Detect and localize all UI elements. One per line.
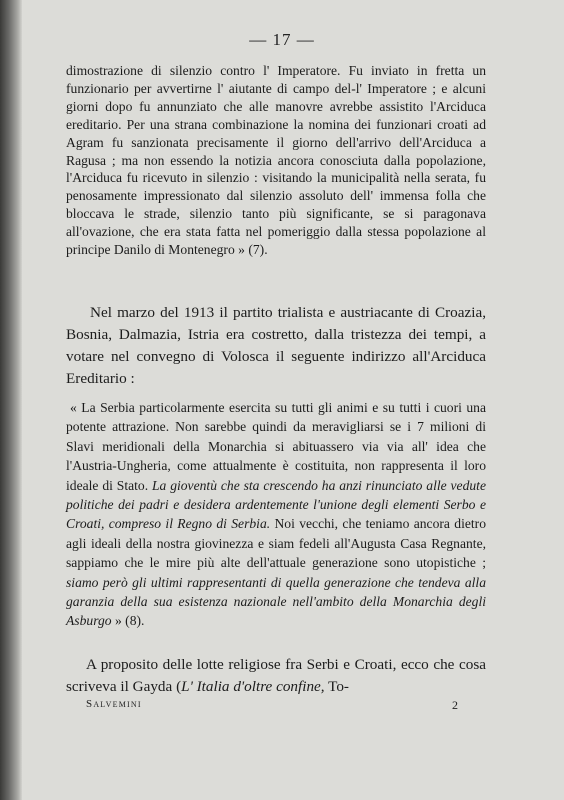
quote-text-1: « La Serbia particolarmente esercita su tutti gli animi e su tutti i cuori una potente attrazione. Non sarebbe quindi da meravigliarsi se i 7 milioni di Slavi meridionali della Monarchia si abituassero via via all' idea che l'Austria-Ungheria, come attualmente è costituita, non rappresenta il loro ideale di Stato. (66, 400, 486, 493)
quote-italic-1: La gioventù che sta crescendo ha anzi rinunciato alle vedute politiche dei padri e desidera ardentemente l'unione degli elementi Serbo e Croati, compreso il Regno di Serbia. (66, 477, 486, 532)
paragraph-3-text: A proposito delle lotte religiose fra Serbi e Croati, ecco che cosa scriveva il Gayda ( (66, 656, 486, 695)
quote-text-3: » (8). (111, 613, 145, 629)
footer-sheet-mark: 2 (452, 698, 458, 712)
quote-italic-2: siamo però gli ultimi rappresentanti di quella generazione che tendeva alla garanzia della sua esistenza nazionale nell'ambito della Monarchia degli Asburgo (66, 574, 486, 629)
paragraph-1: dimostrazione di silenzio contro l' Imperatore. Fu inviato in fretta un funzionario per avvertirne l' aiutante di campo del-l' Imperatore ; e alcuni giorni dopo fu annunziato che alle manovre avrebbe assistito l'Arciduca ereditario. Per una strana combinazione la nomina dei funzionari croati ad Agram fu sanzionata precisamente il giorno dell'arrivo dell'Arciduca a Ragusa ; ma non essendo la notizia ancora conosciuta dalla popolazione, l'Arciduca fu ricevuto in silenzio : visitando la municipalità nella serata, fu penosamente impressionato dal silenzio assoluto dell' immensa folla che bloccava le strade, silenzio tanto più significante, se si paragonava all'ovazione, che era stata fatta nel pomeriggio dalla stessa popolazione al principe Danilo di Montenegro » (7). (66, 63, 486, 258)
paragraph-3 (66, 654, 486, 697)
paragraph-3-end: To- (324, 677, 349, 695)
book-spine-shadow (0, 0, 22, 800)
paragraph-2: Nel marzo del 1913 il partito trialista e austriacante di Croazia, Bosnia, Dalmazia, Istria era costretto, dalla tristezza dei tempi, a votare nel convegno di Volosca il seguente indirizzo all'Arciduca Ereditario : (66, 304, 486, 387)
quotation-block (66, 398, 486, 631)
footer-signature: Salvemini (86, 698, 142, 710)
paragraph-3-italic: L' Italia d'oltre confine, (181, 677, 325, 695)
page-number: — 17 — (249, 30, 315, 49)
quote-text-2: Noi vecchi, che teniamo ancora dietro agli ideali della nostra giovinezza e siam fedeli all'Augusta Casa Regnante, sappiamo che le mire più alte dell'attuale generazione sono utopistiche ; (66, 516, 486, 571)
